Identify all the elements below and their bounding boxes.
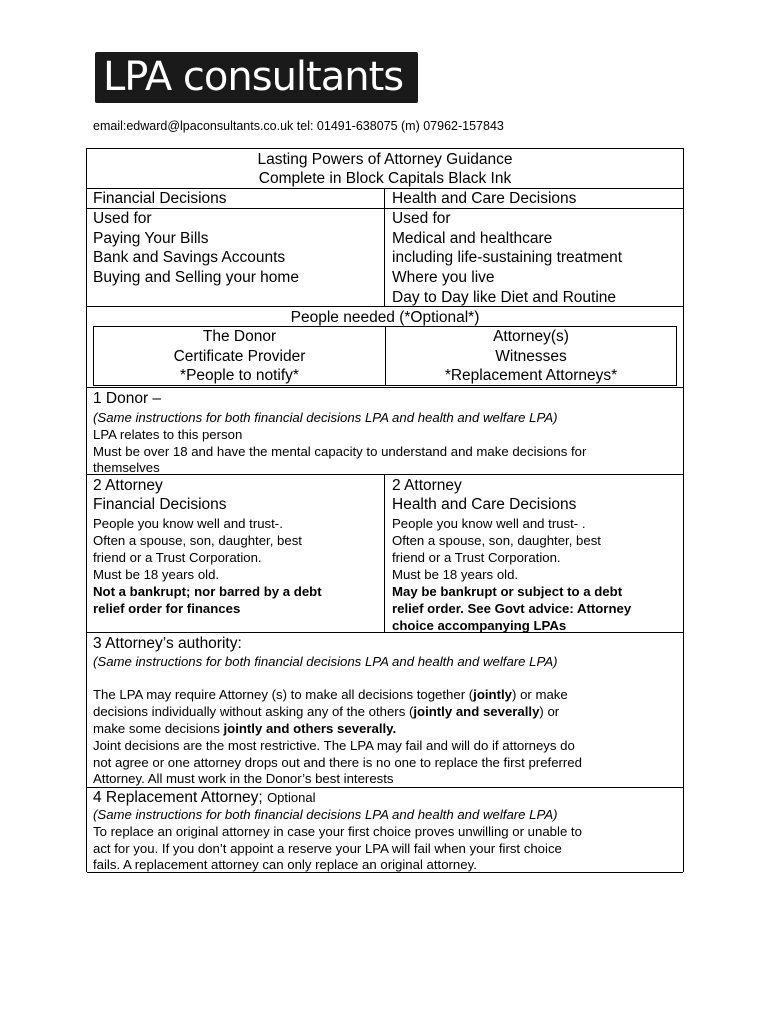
decisions-header-row: [87, 189, 683, 209]
attorney-health-line: Must be 18 years old.: [392, 567, 519, 582]
attorney-fin-bold: relief order for finances: [93, 601, 241, 616]
people-cell: *Replacement Attorneys*: [444, 367, 618, 384]
bold-span: jointly and others severally.: [223, 721, 397, 736]
donor-line: themselves: [93, 460, 160, 475]
attorney-health-heading-1: 2 Attorney: [392, 477, 462, 494]
health-line: including life-sustaining treatment: [392, 249, 623, 267]
people-cell: *People to notify*: [180, 367, 299, 384]
contact-line: email:edward@lpaconsultants.co.uk tel: 01491-638075 (m) 07962-157843: [93, 119, 504, 133]
authority-line: not agree or one attorney drops out and there is no one to replace the first preferred: [93, 755, 582, 770]
health-line: Where you live: [392, 269, 495, 287]
people-cell: Certificate Provider: [173, 347, 306, 365]
financial-line: Bank and Savings Accounts: [93, 249, 286, 267]
attorney-health-bold: May be bankrupt or subject to a debt: [392, 584, 623, 599]
authority-heading: 3 Attorney’s authority:: [93, 635, 242, 652]
attorney-divider: [384, 475, 385, 632]
replacement-line: To replace an original attorney in case your first choice proves unwilling or unable to: [93, 824, 582, 839]
authority-paragraph-line: [93, 704, 559, 721]
financial-heading: Financial Decisions: [93, 190, 227, 207]
financial-line: Used for: [93, 210, 152, 227]
replacement-section: [87, 788, 683, 873]
attorney-fin-line: Often a spouse, son, daughter, best: [93, 533, 302, 548]
text-span: make some decisions: [93, 721, 224, 736]
guidance-document: [86, 148, 684, 872]
health-line: Medical and healthcare: [392, 229, 553, 247]
people-row: [94, 366, 676, 386]
people-table: [93, 326, 677, 386]
donor-line: LPA relates to this person: [93, 427, 243, 442]
attorney-health-bold: choice accompanying LPAs: [392, 618, 567, 633]
authority-paragraph-line: [93, 687, 568, 704]
attorney-health-line: Often a spouse, son, daughter, best: [392, 533, 601, 548]
title-line-1: Lasting Powers of Attorney Guidance: [257, 151, 513, 168]
attorney-health-heading-2: Health and Care Decisions: [392, 496, 577, 513]
optional-label: Optional: [267, 790, 316, 805]
attorney-fin-bold: Not a bankrupt; nor barred by a debt: [93, 584, 322, 599]
text-span: ) or: [539, 704, 560, 719]
people-row: [94, 327, 676, 347]
replacement-heading: [93, 788, 315, 808]
replacement-line: act for you. If you don’t appoint a reserve your LPA will fail when your first choice: [93, 841, 562, 856]
attorney-fin-line: People you know well and trust-.: [93, 516, 283, 531]
text-span: The LPA may require Attorney (s) to make all decisions together (: [93, 687, 474, 702]
authority-section: [87, 633, 683, 788]
text-span: decisions individually without asking any of the others (: [93, 704, 414, 719]
attorney-section: [87, 475, 683, 633]
decisions-body: [87, 209, 683, 307]
health-line: Used for: [392, 210, 451, 227]
replacement-heading-text: 4 Replacement Attorney;: [93, 789, 263, 806]
people-heading: People needed (*Optional*): [290, 309, 480, 326]
title-section: [87, 149, 683, 189]
bold-span: jointly and severally: [413, 704, 540, 719]
financial-line: Paying Your Bills: [93, 229, 209, 247]
text-span: ) or make: [512, 687, 568, 702]
attorney-fin-line: friend or a Trust Corporation.: [93, 550, 262, 565]
people-cell: Attorney(s): [493, 328, 569, 345]
attorney-fin-line: Must be 18 years old.: [93, 567, 220, 582]
health-heading: Health and Care Decisions: [392, 190, 577, 207]
title-line-2: Complete in Block Capitals Black Ink: [258, 170, 512, 187]
company-logo: LPA consultants: [95, 52, 418, 103]
replacement-note: (Same instructions for both financial decisions LPA and health and welfare LPA): [93, 807, 558, 822]
health-line: Day to Day like Diet and Routine: [392, 288, 617, 306]
donor-heading: 1 Donor –: [93, 390, 162, 407]
people-cell: Witnesses: [495, 347, 567, 365]
bold-span: jointly: [473, 687, 513, 702]
donor-note: (Same instructions for both financial decisions LPA and health and welfare LPA): [93, 410, 558, 425]
attorney-health-bold: relief order. See Govt advice: Attorney: [392, 601, 632, 616]
authority-paragraph-line: [93, 721, 396, 738]
authority-note: (Same instructions for both financial decisions LPA and health and welfare LPA): [93, 654, 558, 669]
authority-line: Attorney. All must work in the Donor’s best interests: [93, 771, 394, 786]
donor-section: [87, 387, 683, 475]
attorney-health-line: friend or a Trust Corporation.: [392, 550, 561, 565]
replacement-line: fails. A replacement attorney can only replace an original attorney.: [93, 857, 477, 872]
people-row: [94, 347, 676, 367]
authority-line: Joint decisions are the most restrictive. The LPA may fail and will do if attorneys do: [93, 738, 575, 753]
financial-line: Buying and Selling your home: [93, 269, 299, 287]
attorney-fin-heading-2: Financial Decisions: [93, 496, 227, 513]
donor-line: Must be over 18 and have the mental capacity to understand and make decisions for: [93, 444, 587, 459]
people-cell: The Donor: [202, 328, 277, 345]
attorney-health-line: People you know well and trust- .: [392, 516, 586, 531]
attorney-fin-heading-1: 2 Attorney: [93, 477, 163, 494]
